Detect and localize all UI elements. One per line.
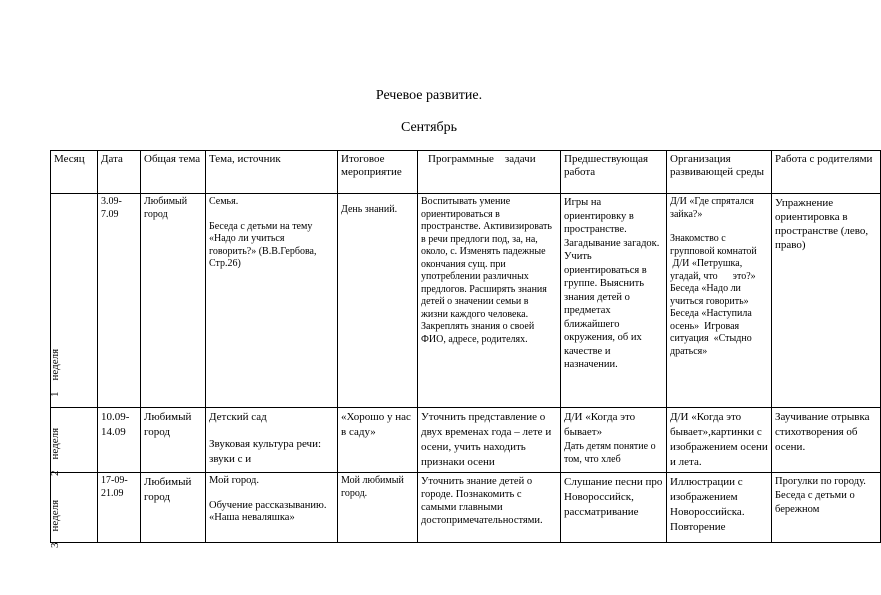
week-label: 3 неделя bbox=[49, 499, 61, 548]
topic-title: Детский сад bbox=[209, 411, 267, 423]
prior-work-item: Дать детям понятие о том, что хлеб bbox=[564, 441, 656, 465]
document-title: Речевое развитие. bbox=[375, 88, 483, 103]
theme-cell: Любимый город bbox=[141, 194, 206, 408]
environment-cell: Иллюстрации с изображением Новороссийска. Повторение bbox=[667, 473, 772, 543]
topic-cell bbox=[206, 194, 338, 408]
topic-cell bbox=[206, 408, 338, 473]
header-event: Итоговое мероприятие bbox=[338, 151, 418, 194]
parents-cell: Упражнение ориентировка в пространстве (лево, право) bbox=[772, 194, 881, 408]
prior-work-cell: Слушание песни про Новороссийск, рассматривание bbox=[561, 473, 667, 543]
date-cell: 10.09-14.09 bbox=[98, 408, 141, 473]
tasks-cell: Уточнить представление о двух временах года – лете и осени, учить находить признаки осени bbox=[418, 408, 561, 473]
header-row bbox=[51, 151, 881, 194]
header-date: Дата bbox=[98, 151, 141, 194]
week-cell bbox=[51, 194, 98, 408]
header-environment: Организация развивающей среды bbox=[667, 151, 772, 194]
event-text: День знаний. bbox=[341, 204, 398, 215]
week-cell bbox=[49, 473, 98, 548]
topic-cell bbox=[206, 473, 338, 543]
table-row bbox=[51, 194, 881, 408]
environment-cell bbox=[667, 194, 772, 408]
environment-item: Знакомство с групповой комнатой bbox=[670, 233, 757, 257]
plan-table-container bbox=[49, 150, 873, 548]
tasks-cell: Уточнить знание детей о городе. Познакомить с самыми главными достопримечательностями. bbox=[418, 473, 561, 543]
event-cell: Мой любимый город. bbox=[338, 473, 418, 543]
event-cell: «Хорошо у нас в саду» bbox=[338, 408, 418, 473]
header-theme: Общая тема bbox=[141, 151, 206, 194]
header-tasks: Программные задачи bbox=[418, 151, 561, 194]
table-row bbox=[51, 473, 881, 543]
month-title: Сентябрь bbox=[400, 120, 458, 135]
environment-cell: Д/И «Когда это бывает»,картинки с изображением осени и лета. bbox=[667, 408, 772, 473]
prior-work-item: Д/И «Когда это бывает» bbox=[564, 411, 636, 438]
table-row bbox=[51, 408, 881, 473]
environment-item: Д/И «Где спрятался зайка?» bbox=[670, 196, 754, 220]
environment-item: Д/И «Петрушка, угадай, что это?» Беседа «Надо ли учиться говорить» Беседа «Наступила осень» Игровая ситуация «Стыдно драться» bbox=[670, 258, 759, 357]
date-cell: 17-09-21.09 bbox=[98, 473, 141, 543]
prior-work-cell: Игры на ориентировку в пространстве. Загадывание загадок. Учить ориентироваться в группе. Выяснить знания детей о предметах ближайшего окружения, об их качестве и назначении. bbox=[561, 194, 667, 408]
topic-source: Обучение рассказыванию. «Наша неваляшка» bbox=[209, 499, 327, 523]
plan-table bbox=[49, 150, 881, 548]
week-cell bbox=[49, 408, 98, 476]
theme-cell: Любимый город bbox=[141, 473, 206, 543]
tasks-cell: Воспитывать умение ориентироваться в пространстве. Активизировать в речи предлоги под, за, на, около, с. Изменять падежные окончания сущ. при употреблении различных предлогов. Расширять знания детей о значении семьи в жизни каждого человека. Закреплять знания о своей ФИО, адресе, родителях. bbox=[418, 194, 561, 408]
date-cell: 3.09-7.09 bbox=[98, 194, 141, 408]
header-topic: Тема, источник bbox=[206, 151, 338, 194]
week-label: 2 неделя bbox=[49, 427, 61, 476]
prior-work-cell bbox=[561, 408, 667, 473]
topic-source: Звуковая культура речи: звуки с и bbox=[209, 438, 322, 465]
topic-title: Мой город. bbox=[209, 475, 260, 486]
event-cell bbox=[338, 194, 418, 408]
header-month: Месяц bbox=[51, 151, 98, 194]
header-parents: Работа с родителями bbox=[772, 151, 881, 194]
topic-source: Беседа с детьми на тему «Надо ли учиться говорить?» (В.В.Гербова, Стр.26) bbox=[209, 220, 317, 269]
theme-cell: Любимый город bbox=[141, 408, 206, 473]
header-prior-work: Предшествующая работа bbox=[561, 151, 667, 194]
topic-title: Семья. bbox=[209, 196, 239, 207]
parents-cell: Заучивание отрывка стихотворения об осени. bbox=[772, 408, 881, 473]
parents-cell: Прогулки по городу. Беседа с детьми о бережном bbox=[772, 473, 881, 543]
week-label: 1 неделя bbox=[49, 348, 61, 397]
